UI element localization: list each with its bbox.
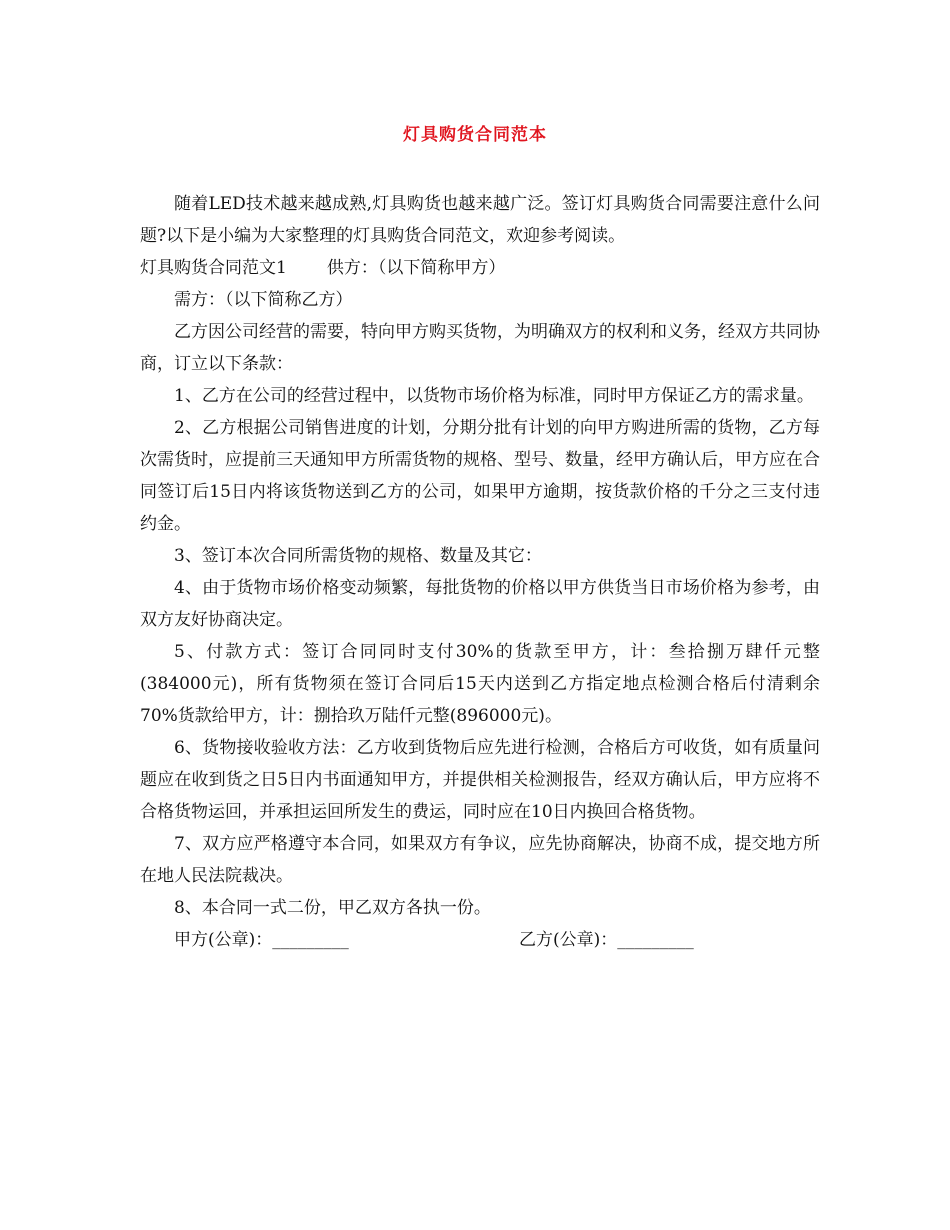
clause-5: 5、付款方式：签订合同同时支付30%的货款至甲方，计：叁拾捌万肆仟元整(384000元)，所有货物须在签订合同后15天内送到乙方指定地点检测合格后付清剩余70%货款给甲方，计：捌拾玖万陆仟元整(896000元)。 <box>140 642 820 726</box>
sample-heading: 灯具购货合同范文1 <box>140 258 287 278</box>
supplier-line: 供方：（以下简称甲方） <box>326 258 506 278</box>
clause-2: 2、乙方根据公司销售进度的计划，分期分批有计划的向甲方购进所需的货物，乙方每次需货时，应提前三天通知甲方所需货物的规格、型号、数量，经甲方确认后，甲方应在合同签订后15日内将该货物送到乙方的公司，如果甲方逾期，按货款价格的千分之三支付违约金。 <box>140 418 820 534</box>
intro-paragraph: 随着LED技术越来越成熟,灯具购货也越来越广泛。签订灯具购货合同需要注意什么问题?以下是小编为大家整理的灯具购货合同范文，欢迎参考阅读。 <box>140 194 820 246</box>
clause-3: 3、签订本次合同所需货物的规格、数量及其它： <box>174 546 542 566</box>
signature-party-b: 乙方(公章)：_________ <box>519 930 694 950</box>
clause-1: 1、乙方在公司的经营过程中，以货物市场价格为标准，同时甲方保证乙方的需求量。 <box>174 386 814 406</box>
document-title: 灯具购货合同范本 <box>403 125 547 145</box>
document-body <box>140 188 820 956</box>
sample-heading-row <box>140 252 820 284</box>
heading-gap <box>287 252 327 284</box>
signature-row <box>140 924 820 956</box>
clause-6: 6、货物接收验收方法：乙方收到货物后应先进行检测，合格后方可收货，如有质量问题应在收到货之日5日内书面通知甲方，并提供相关检测报告，经双方确认后，甲方应将不合格货物运回，并承担运回所发生的费运，同时应在10日内换回合格货物。 <box>140 738 820 822</box>
clause-4: 4、由于货物市场价格变动频繁，每批货物的价格以甲方供货当日市场价格为参考，由双方友好协商决定。 <box>140 578 820 630</box>
buyer-line: 需方：（以下简称乙方） <box>174 290 353 310</box>
clause-7: 7、双方应严格遵守本合同，如果双方有争议，应先协商解决，协商不成，提交地方所在地人民法院裁决。 <box>140 834 820 886</box>
signature-party-a: 甲方(公章)：_________ <box>174 930 349 950</box>
preamble-paragraph: 乙方因公司经营的需要，特向甲方购买货物，为明确双方的权利和义务，经双方共同协商，订立以下条款： <box>140 322 820 374</box>
clause-8: 8、本合同一式二份，甲乙双方各执一份。 <box>174 898 491 918</box>
